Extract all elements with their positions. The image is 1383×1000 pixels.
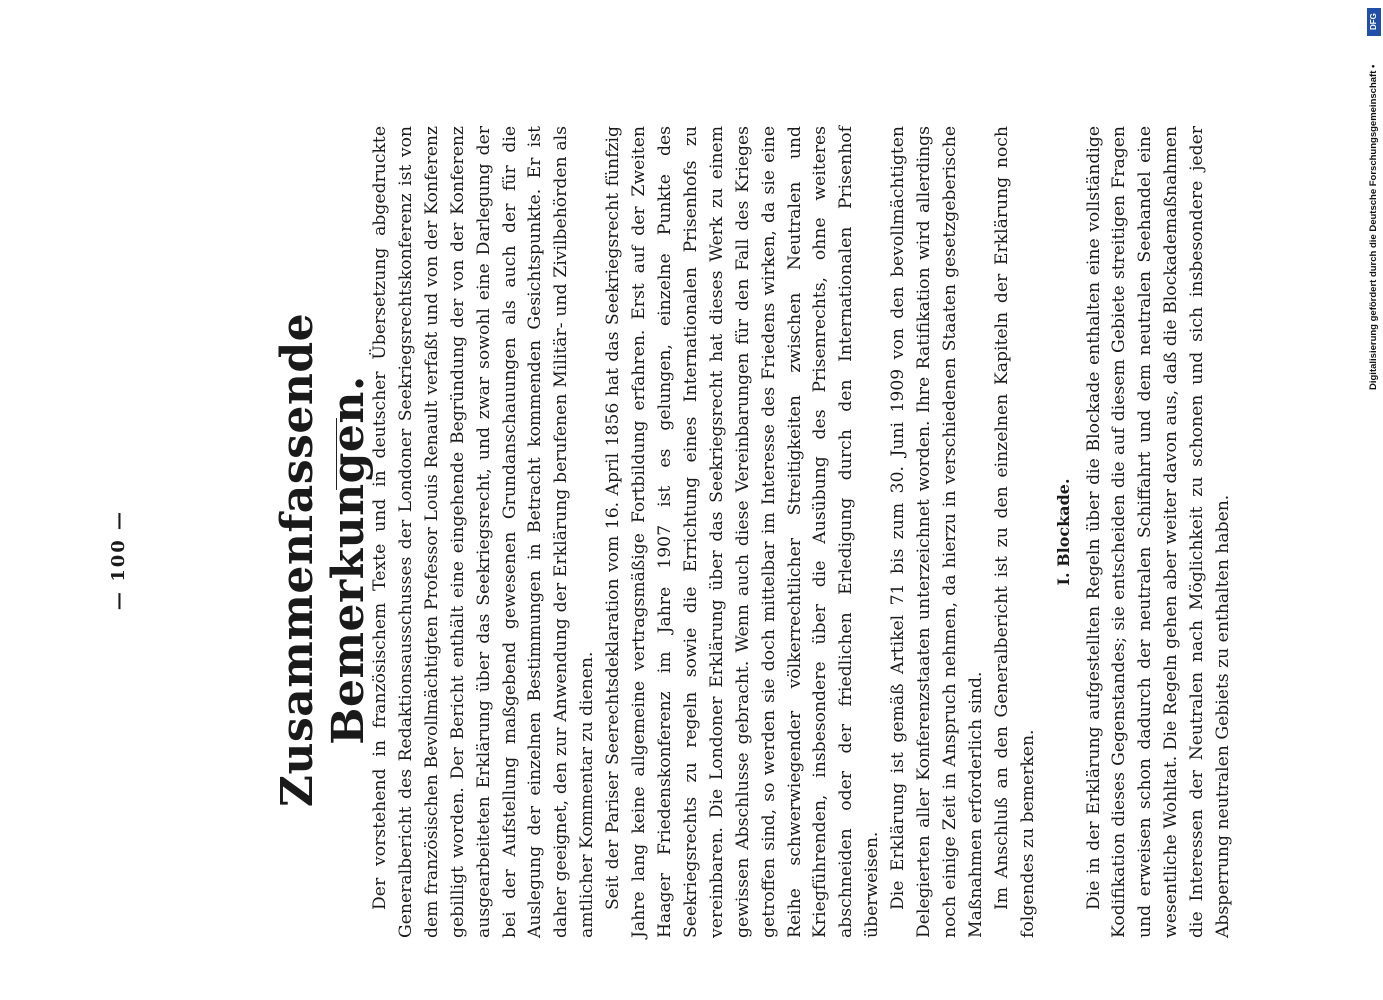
- paragraph: Der vorstehend in französischem Texte und in deutscher Übersetzung abgedruckte Generalbericht des Redaktionsausschusses der Londoner Seekriegsrechtskonferenz ist von dem französischen Bevollmächtigten Professor Louis Renault verfaßt und von der Konferenz gebilligt worden. Der Bericht enthält eine eingehende Begründung der von der Konferenz ausgearbeiteten Erklärung über das Seekriegsrecht, und zwar sowohl eine Darlegung der bei der Aufstellung maßgebend gewesenen Grundanschauungen als auch der für die Auslegung der einzelnen Bestimmungen in Betracht kommenden Gesichtspunkte. Er ist daher geeignet, den zur Anwendung der Erklärung berufenen Militär- und Zivilbehörden als amtlicher Kommentar zu dienen.: [370, 126, 598, 938]
- section-heading: I. Blockade.: [1053, 478, 1073, 586]
- dfg-logo: DFG: [1367, 8, 1381, 36]
- funding-notice: Digitalisierung gefördert durch die Deutsche Forschungsgemeinschaft •: [1368, 64, 1379, 390]
- scanned-page: [100, 90, 1250, 990]
- paragraph: Im Anschluß an den Generalbericht ist zu den einzelnen Kapiteln der Erklärung noch folgendes zu bemerken.: [991, 126, 1038, 938]
- paragraph: Die Erklärung ist gemäß Artikel 71 bis zum 30. Juni 1909 von den bevollmächtigten Delegierten aller Konferenzstaaten unterzeichnet worden. Ihre Ratifikation wird allerdings noch einige Zeit in Anspruch nehmen, da hierzu in verschiedenen Staaten gesetzgeberische Maßnahmen erforderlich sind.: [888, 126, 986, 938]
- paragraph: Seit der Pariser Seerechtsdeklaration vom 16. April 1856 hat das Seekriegsrecht fünfzig Jahre lang keine allgemeine vertragsmäßige Fortbildung erfahren. Erst auf der Zweiten Haager Friedenskonferenz im Jahre 1907 ist es gelungen, einzelne Punkte des Seekriegsrechts zu regeln sowie die Errichtung eines Internationalen Prisenhofs zu vereinbaren. Die Londoner Erklärung über das Seekriegsrecht hat dieses Werk zu einem gewissen Abschlusse gebracht. Wenn auch diese Vereinbarungen für den Fall des Krieges getroffen sind, so werden sie doch mittelbar im Interesse des Friedens wirken, da sie eine Reihe schwerwiegender völkerrechtlicher Streitigkeiten zwischen Neutralen und Kriegführenden, insbesondere über die Ausübung des Prisenrechts, ohne weiteres abschneiden oder der friedlichen Erledigung durch den Internationalen Prisenhof überweisen.: [603, 126, 883, 938]
- paragraph: Die in der Erklärung aufgestellten Regeln über die Blockade enthalten eine vollständige Kodifikation dieses Gegenstandes; sie entscheiden die auf diesem Gebiete streitigen Fragen und erweisen schon dadurch der neutralen Schiffahrt und dem neutralen Seehandel eine wesentliche Wohltat. Die Regeln gehen aber weiter davon aus, daß die Blockademaßnahmen die Interessen der Neutralen nach Möglichkeit zu schonen und sich insbesondere jeder Absperrung neutralen Gebiets zu enthalten haben.: [1083, 126, 1234, 938]
- body-text: [368, 126, 1237, 938]
- title-divider: [336, 418, 337, 490]
- page-number: — 100 —: [108, 509, 129, 611]
- page-title: Zusammenfassende Bemerkungen.: [272, 312, 374, 808]
